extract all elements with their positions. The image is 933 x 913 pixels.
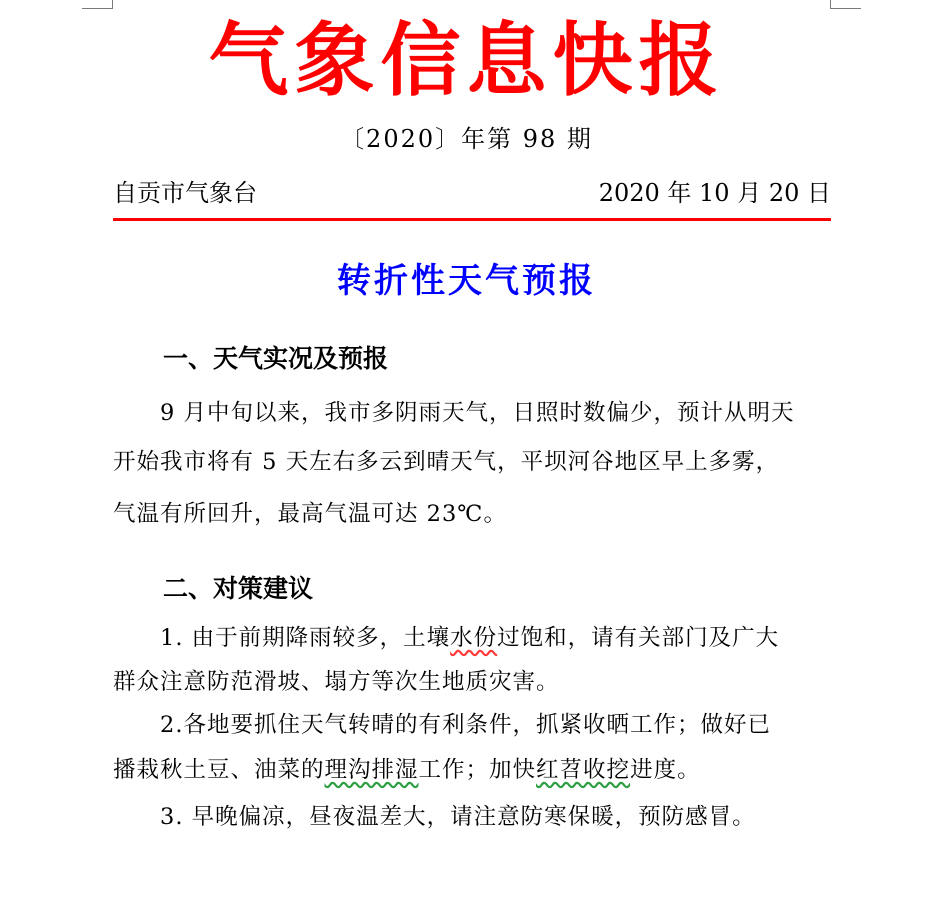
item-2-line-1: 2.各地要抓住天气转晴的有利条件，抓紧收晒工作；做好已	[160, 712, 771, 738]
item-3-line-1: 3. 早晚偏凉，昼夜温差大，请注意防寒保暖，预防感冒。	[160, 804, 756, 830]
meta-row	[113, 176, 831, 210]
red-divider	[113, 218, 831, 221]
section-1-line-3: 气温有所回升，最高气温可达 23℃。	[113, 501, 507, 527]
grammar-mark-1: 理沟排湿	[324, 757, 419, 783]
item-1-text-a: 1. 由于前期降雨较多，土壤	[160, 625, 451, 651]
item-2-text-a: 播栽秋土豆、油菜的	[113, 757, 325, 783]
item-2-text-c: 进度。	[630, 757, 701, 783]
section-1-line-2: 开始我市将有 5 天左右多云到晴天气，平坝河谷地区早上多雾，	[113, 449, 780, 475]
item-1-line-1	[160, 621, 779, 655]
item-1-line-2: 群众注意防范滑坡、塌方等次生地质灾害。	[113, 669, 560, 695]
page-corner-mark-right	[830, 0, 861, 9]
section-1-line-1: 9 月中旬以来，我市多阴雨天气，日照时数偏少，预计从明天	[160, 400, 795, 426]
issue-number: 〔2020〕年第 98 期	[340, 125, 593, 153]
page-corner-mark-left	[82, 0, 113, 9]
masthead-title: 气象信息快报	[208, 13, 725, 107]
item-2-text-b: 工作；加快	[418, 757, 537, 783]
publisher: 自贡市气象台	[113, 179, 257, 207]
grammar-mark-2: 红苕收挖	[536, 757, 631, 783]
item-2-line-2	[113, 753, 701, 787]
section-title-2: 二、对策建议	[163, 574, 314, 603]
section-title-1: 一、天气实况及预报	[163, 344, 389, 373]
spellcheck-mark: 水份	[450, 625, 498, 651]
item-1-text-b: 过饱和，请有关部门及广大	[497, 625, 780, 651]
report-headline: 转折性天气预报	[337, 261, 596, 301]
publish-date: 2020 年 10 月 20 日	[598, 179, 831, 207]
